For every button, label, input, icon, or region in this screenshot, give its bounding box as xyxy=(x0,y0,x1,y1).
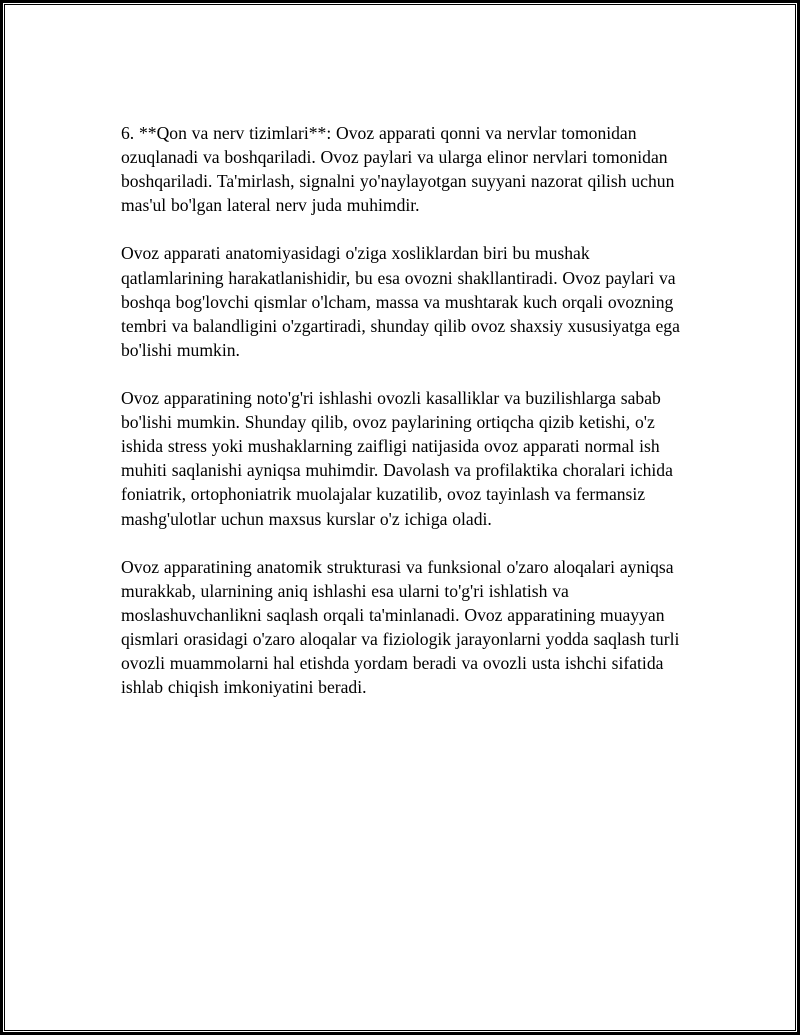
paragraph-voice-disorders: Ovoz apparatining noto'g'ri ishlashi ovozli kasalliklar va buzilishlarga sabab bo'lishi mumkin. Shunday qilib, ovoz paylarining ortiqcha qizib ketishi, o'z ishida stress yoki mushaklarning zaifligi natijasida ovoz apparati normal ish muhiti saqlanishi ayniqsa muhimdir. Davolash va profilaktika choralari ichida foniatrik, ortophoniatrik muolajalar kuzatilib, ovoz tayinlash va fermansiz mashg'ulotlar uchun maxsus kurslar o'z ichiga oladi. xyxy=(121,388,673,529)
document-body xyxy=(121,121,693,723)
paragraph-blood-nerve-systems: 6. **Qon va nerv tizimlari**: Ovoz apparati qonni va nervlar tomonidan ozuqlanadi va boshqariladi. Ovoz paylari va ularga elinor nervlari tomonidan boshqariladi. Ta'mirlash, signalni yo'naylayotgan suyyani nazorat qilish uchun mas'ul bo'lgan lateral nerv juda muhimdir. xyxy=(121,123,675,216)
paragraph-anatomical-structure: Ovoz apparatining anatomik strukturasi va funksional o'zaro aloqalari ayniqsa murakkab, ularnining aniq ishlashi esa ularni to'g'ri ishlatish va moslashuvchanlikni saqlash orqali ta'minlanadi. Ovoz apparatining muayyan qismlari orasidagi o'zaro aloqalar va fiziologik jarayonlarni yodda saqlash turli ovozli muammolarni hal etishda yordam beradi va ovozli usta ishchi sifatida ishlab chiqish imkoniyatini beradi. xyxy=(121,556,680,698)
paragraph-muscle-layers: Ovoz apparati anatomiyasidagi o'ziga xosliklardan biri bu mushak qatlamlarining harakatlanishidir, bu esa ovozni shakllantiradi. Ovoz paylari va boshqa bog'lovchi qismlar o'lcham, massa va mushtarak kuch orqali ovozning tembri va balandligini o'zgartiradi, shunday qilib ovoz shaxsiy xususiyatga ega bo'lishi mumkin. xyxy=(121,243,680,360)
